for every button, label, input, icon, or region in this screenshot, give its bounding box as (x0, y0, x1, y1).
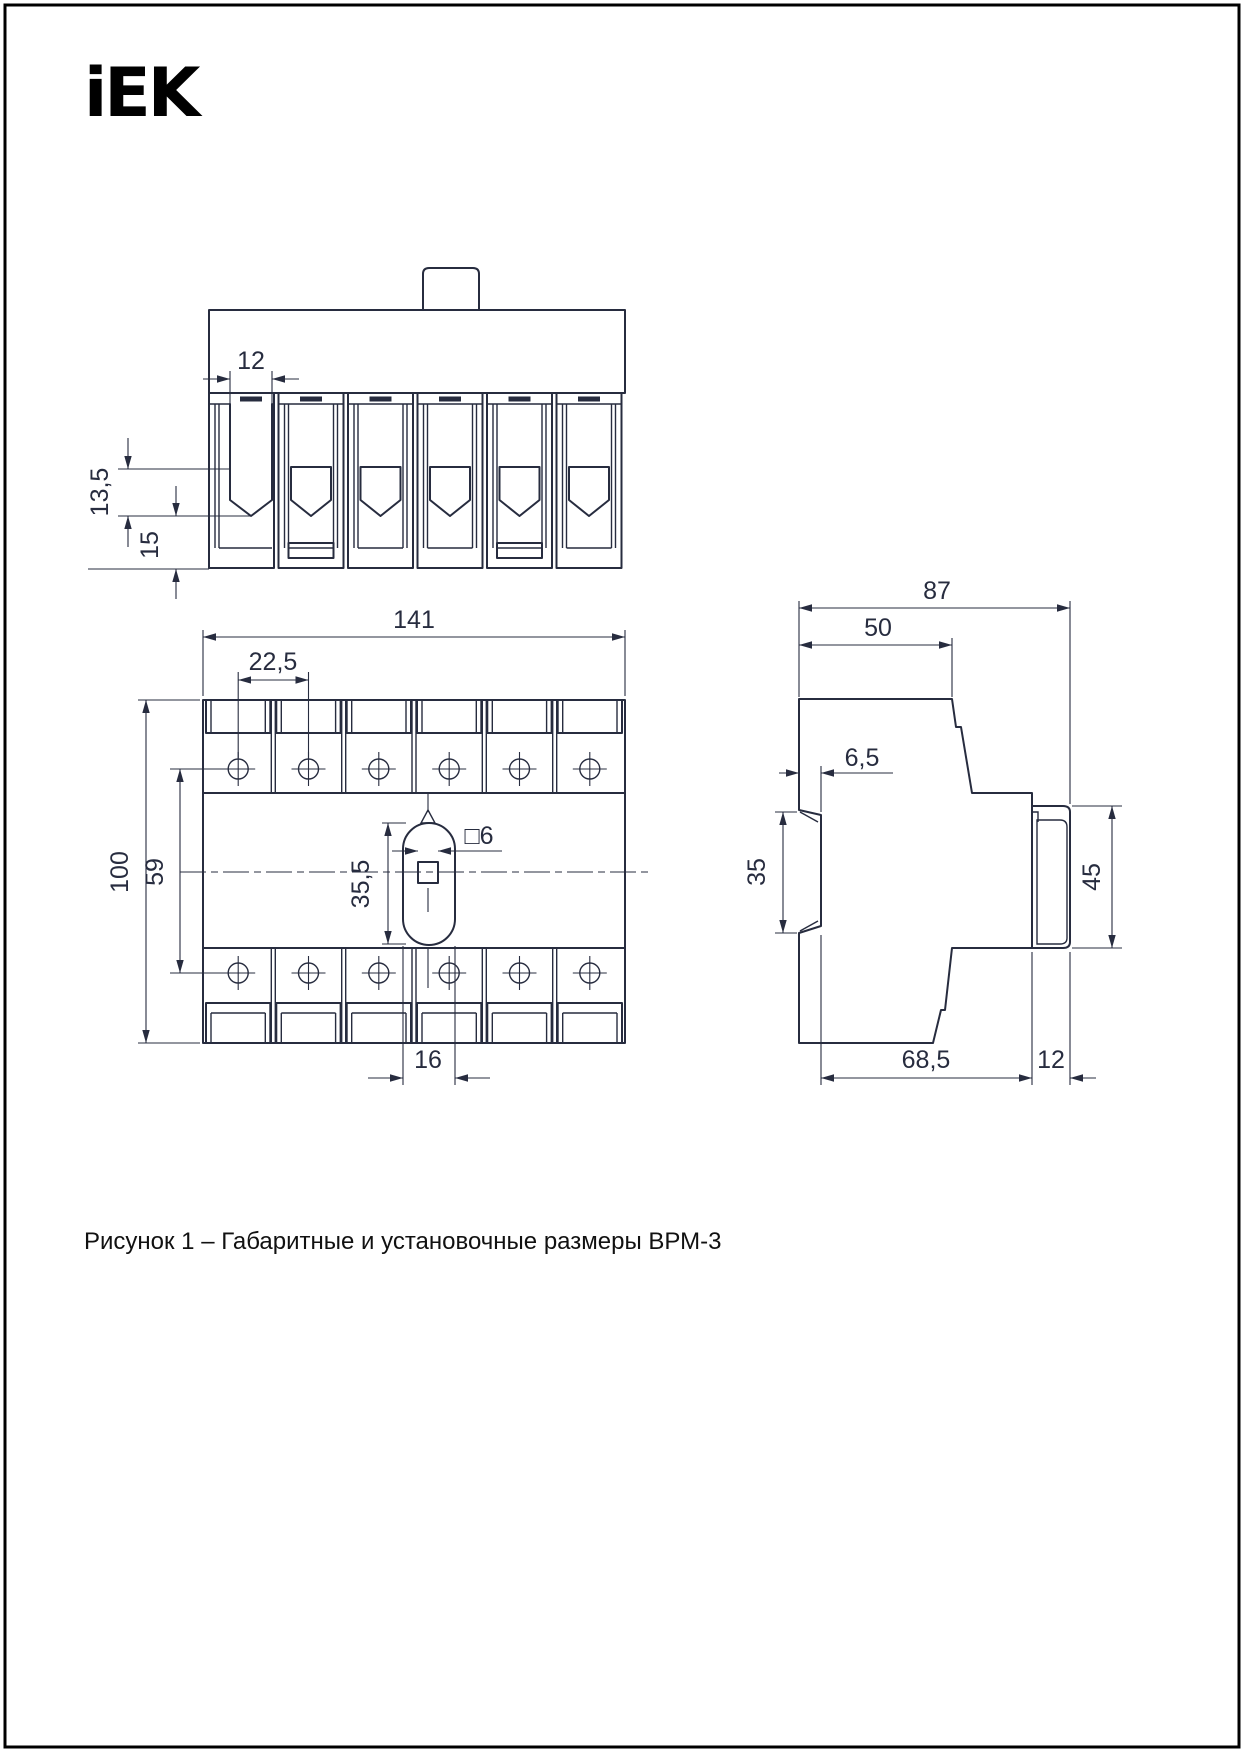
dim-overall-depth (799, 577, 1070, 804)
dim-upper-depth (799, 614, 952, 697)
svg-text:6,5: 6,5 (844, 744, 880, 772)
side-view (743, 577, 1122, 1085)
page-border-frame (5, 5, 1239, 1747)
svg-text:35,5: 35,5 (347, 859, 375, 909)
svg-text:22,5: 22,5 (248, 648, 298, 676)
top-view-handle-tab (423, 268, 479, 310)
dim-slot-depth (86, 438, 251, 547)
side-view-terminal-block (1032, 806, 1070, 948)
svg-text:□6: □6 (464, 822, 494, 850)
svg-text:68,5: 68,5 (901, 1046, 951, 1074)
svg-text:15: 15 (136, 531, 164, 559)
svg-text:13,5: 13,5 (86, 467, 114, 517)
svg-text:45: 45 (1078, 863, 1106, 891)
iek-logo: iEK (84, 54, 198, 133)
dim-handle-square (392, 822, 502, 851)
dim-terminal-block-depth (1037, 1046, 1096, 1078)
dim-screw-rows-span (141, 769, 228, 973)
top-view-terminal-1 (209, 393, 274, 568)
svg-text:141: 141 (393, 606, 435, 634)
handle-slot (403, 793, 455, 988)
top-view-body (209, 310, 625, 393)
svg-text:59: 59 (141, 858, 169, 886)
dim-din-edge-offset (779, 744, 893, 812)
svg-text:50: 50 (864, 614, 892, 642)
top-view (86, 268, 625, 599)
dim-slot-width (203, 347, 299, 404)
figure-caption: Рисунок 1 – Габаритные и установочные размеры ВРМ-3 (84, 1228, 722, 1255)
svg-text:35: 35 (743, 858, 771, 886)
dim-handle-slot-height (347, 823, 406, 944)
svg-text:12: 12 (237, 347, 265, 375)
terminal-screws (221, 752, 607, 990)
front-view (106, 606, 648, 1085)
dim-din-rail-height (743, 812, 797, 933)
top-view-terminal-3 (348, 393, 413, 568)
dim-pole-pitch (238, 648, 308, 758)
dim-terminal-block-height (1072, 806, 1122, 948)
svg-text:100: 100 (106, 851, 134, 893)
svg-text:16: 16 (414, 1046, 442, 1074)
svg-text:12: 12 (1037, 1046, 1065, 1074)
side-view-body (799, 699, 1032, 1043)
top-view-terminal-4 (418, 393, 483, 568)
top-view-terminal-6 (557, 393, 622, 568)
svg-text:87: 87 (923, 577, 951, 605)
top-view-terminal-5 (487, 393, 552, 568)
top-view-terminal-2 (279, 393, 344, 568)
